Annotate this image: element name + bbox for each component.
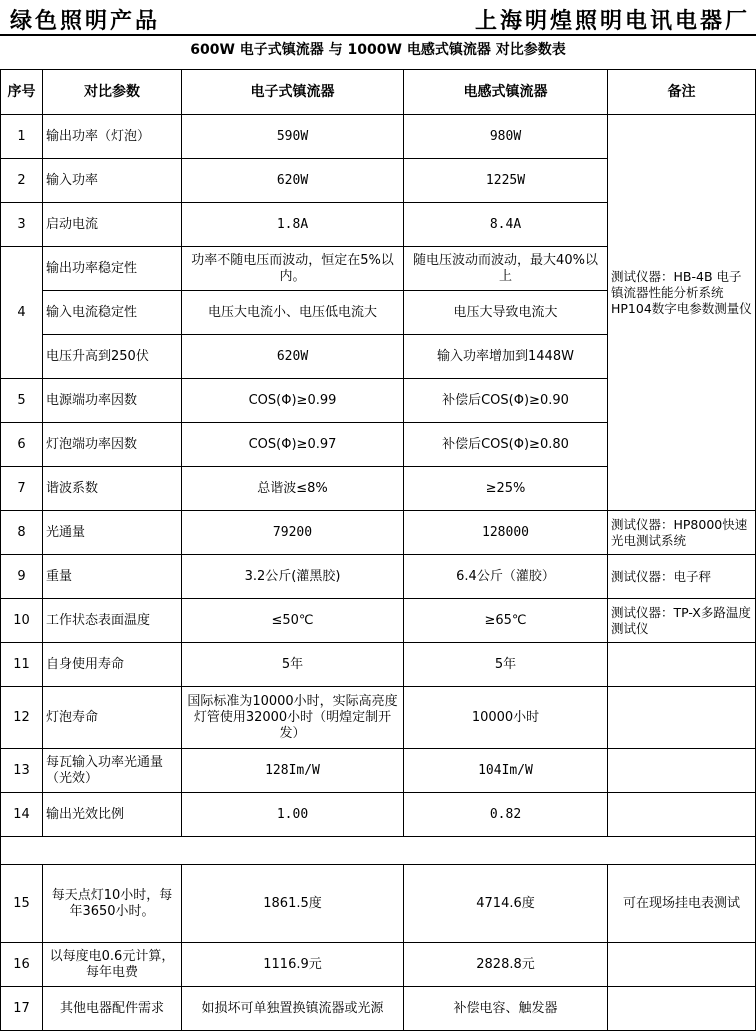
cell-inductive: 补偿后COS(Φ)≥0.90 <box>404 379 608 423</box>
cell-inductive: 随电压波动而波动，最大40%以上 <box>404 247 608 291</box>
cell-seq: 8 <box>1 511 43 555</box>
cell-inductive: 输入功率增加到1448W <box>404 335 608 379</box>
cell-param: 输出光效比例 <box>43 793 182 837</box>
cell-seq: 2 <box>1 159 43 203</box>
cell-inductive: 1225W <box>404 159 608 203</box>
cell-electronic: 1116.9元 <box>182 943 404 987</box>
cell-inductive: 0.82 <box>404 793 608 837</box>
cell-inductive: 980W <box>404 115 608 159</box>
cell-inductive: ≥65℃ <box>404 599 608 643</box>
table-row <box>1 599 756 643</box>
cell-inductive: 10000小时 <box>404 687 608 749</box>
cell-inductive: 4714.6度 <box>404 865 608 943</box>
cell-param: 光通量 <box>43 511 182 555</box>
table-row <box>1 749 756 793</box>
cell-electronic: 620W <box>182 335 404 379</box>
col-header-inductive: 电感式镇流器 <box>404 70 608 115</box>
cell-remark <box>608 943 756 987</box>
cell-electronic: 128Im/W <box>182 749 404 793</box>
cell-param: 以每度电0.6元计算，每年电费 <box>43 943 182 987</box>
brand-left: 绿色照明产品 <box>10 8 161 34</box>
cell-seq: 11 <box>1 643 43 687</box>
cell-seq: 16 <box>1 943 43 987</box>
cell-electronic: 功率不随电压而波动，恒定在5%以内。 <box>182 247 404 291</box>
cell-remark-merged <box>608 115 756 511</box>
remark-merged-text: 测试仪器：HB-4B 电子镇流器性能分析系统 HP104数字电参数测量仪 <box>611 268 752 316</box>
table-row <box>1 511 756 555</box>
cell-electronic: 79200 <box>182 511 404 555</box>
cell-param: 电压升高到250伏 <box>43 335 182 379</box>
page-header <box>0 0 756 36</box>
cell-seq: 17 <box>1 987 43 1031</box>
cell-param: 其他电器配件需求 <box>43 987 182 1031</box>
cell-remark <box>608 793 756 837</box>
cell-seq: 6 <box>1 423 43 467</box>
cell-seq: 9 <box>1 555 43 599</box>
table-header-row <box>1 70 756 115</box>
cell-inductive: 电压大导致电流大 <box>404 291 608 335</box>
spacer-cell <box>1 837 756 865</box>
cell-inductive: ≥25% <box>404 467 608 511</box>
cell-electronic: 1861.5度 <box>182 865 404 943</box>
cell-inductive: 补偿后COS(Φ)≥0.80 <box>404 423 608 467</box>
table-row <box>1 115 756 159</box>
brand-right: 上海明煌照明电讯电器厂 <box>474 8 750 34</box>
col-header-remark: 备注 <box>608 70 756 115</box>
cell-param: 启动电流 <box>43 203 182 247</box>
cell-param: 工作状态表面温度 <box>43 599 182 643</box>
cell-param: 自身使用寿命 <box>43 643 182 687</box>
cell-seq: 13 <box>1 749 43 793</box>
cell-electronic: 590W <box>182 115 404 159</box>
cell-param: 灯泡端功率因数 <box>43 423 182 467</box>
cell-inductive: 128000 <box>404 511 608 555</box>
comparison-table <box>0 69 756 1031</box>
table-row <box>1 643 756 687</box>
cell-param: 输出功率（灯泡） <box>43 115 182 159</box>
cell-inductive: 8.4A <box>404 203 608 247</box>
table-row <box>1 943 756 987</box>
cell-param: 重量 <box>43 555 182 599</box>
cell-electronic: 国际标准为10000小时，实际高亮度灯管使用32000小时（明煌定制开发） <box>182 687 404 749</box>
cell-param: 灯泡寿命 <box>43 687 182 749</box>
cell-seq: 4 <box>1 247 43 379</box>
cell-param: 电源端功率因数 <box>43 379 182 423</box>
cell-remark: 测试仪器：TP-X多路温度测试仪 <box>608 599 756 643</box>
cell-param: 输入电流稳定性 <box>43 291 182 335</box>
cell-electronic: COS(Φ)≥0.97 <box>182 423 404 467</box>
cell-electronic: 3.2公斤(灌黑胶) <box>182 555 404 599</box>
cell-remark <box>608 687 756 749</box>
cell-seq: 14 <box>1 793 43 837</box>
cell-param: 输入功率 <box>43 159 182 203</box>
cell-param: 输出功率稳定性 <box>43 247 182 291</box>
cell-electronic: 5年 <box>182 643 404 687</box>
table-row <box>1 987 756 1031</box>
cell-remark: 可在现场挂电表测试 <box>608 865 756 943</box>
cell-electronic: COS(Φ)≥0.99 <box>182 379 404 423</box>
cell-inductive: 2828.8元 <box>404 943 608 987</box>
cell-param: 谐波系数 <box>43 467 182 511</box>
cell-inductive: 补偿电容、触发器 <box>404 987 608 1031</box>
cell-electronic: 1.8A <box>182 203 404 247</box>
cell-seq: 1 <box>1 115 43 159</box>
col-header-electronic: 电子式镇流器 <box>182 70 404 115</box>
cell-seq: 5 <box>1 379 43 423</box>
table-row <box>1 865 756 943</box>
cell-electronic: ≤50℃ <box>182 599 404 643</box>
col-header-param: 对比参数 <box>43 70 182 115</box>
cell-electronic: 总谐波≤8% <box>182 467 404 511</box>
cell-inductive: 5年 <box>404 643 608 687</box>
cell-seq: 7 <box>1 467 43 511</box>
table-row <box>1 687 756 749</box>
cell-electronic: 如损坏可单独置换镇流器或光源 <box>182 987 404 1031</box>
cell-inductive: 104Im/W <box>404 749 608 793</box>
cell-remark: 测试仪器：HP8000快速光电测试系统 <box>608 511 756 555</box>
cell-param: 每天点灯10小时，每年3650小时。 <box>43 865 182 943</box>
cell-remark <box>608 643 756 687</box>
table-row <box>1 793 756 837</box>
cell-seq: 15 <box>1 865 43 943</box>
cell-remark <box>608 749 756 793</box>
cell-remark: 测试仪器：电子秤 <box>608 555 756 599</box>
cell-electronic: 1.00 <box>182 793 404 837</box>
col-header-seq: 序号 <box>1 70 43 115</box>
cell-inductive: 6.4公斤（灌胶） <box>404 555 608 599</box>
cell-seq: 3 <box>1 203 43 247</box>
cell-param: 每瓦输入功率光通量（光效） <box>43 749 182 793</box>
cell-seq: 12 <box>1 687 43 749</box>
document-title: 600W 电子式镇流器 与 1000W 电感式镇流器 对比参数表 <box>190 42 566 58</box>
cell-remark <box>608 987 756 1031</box>
table-row <box>1 555 756 599</box>
cell-electronic: 电压大电流小、电压低电流大 <box>182 291 404 335</box>
cell-seq: 10 <box>1 599 43 643</box>
table-spacer-row <box>1 837 756 865</box>
cell-electronic: 620W <box>182 159 404 203</box>
